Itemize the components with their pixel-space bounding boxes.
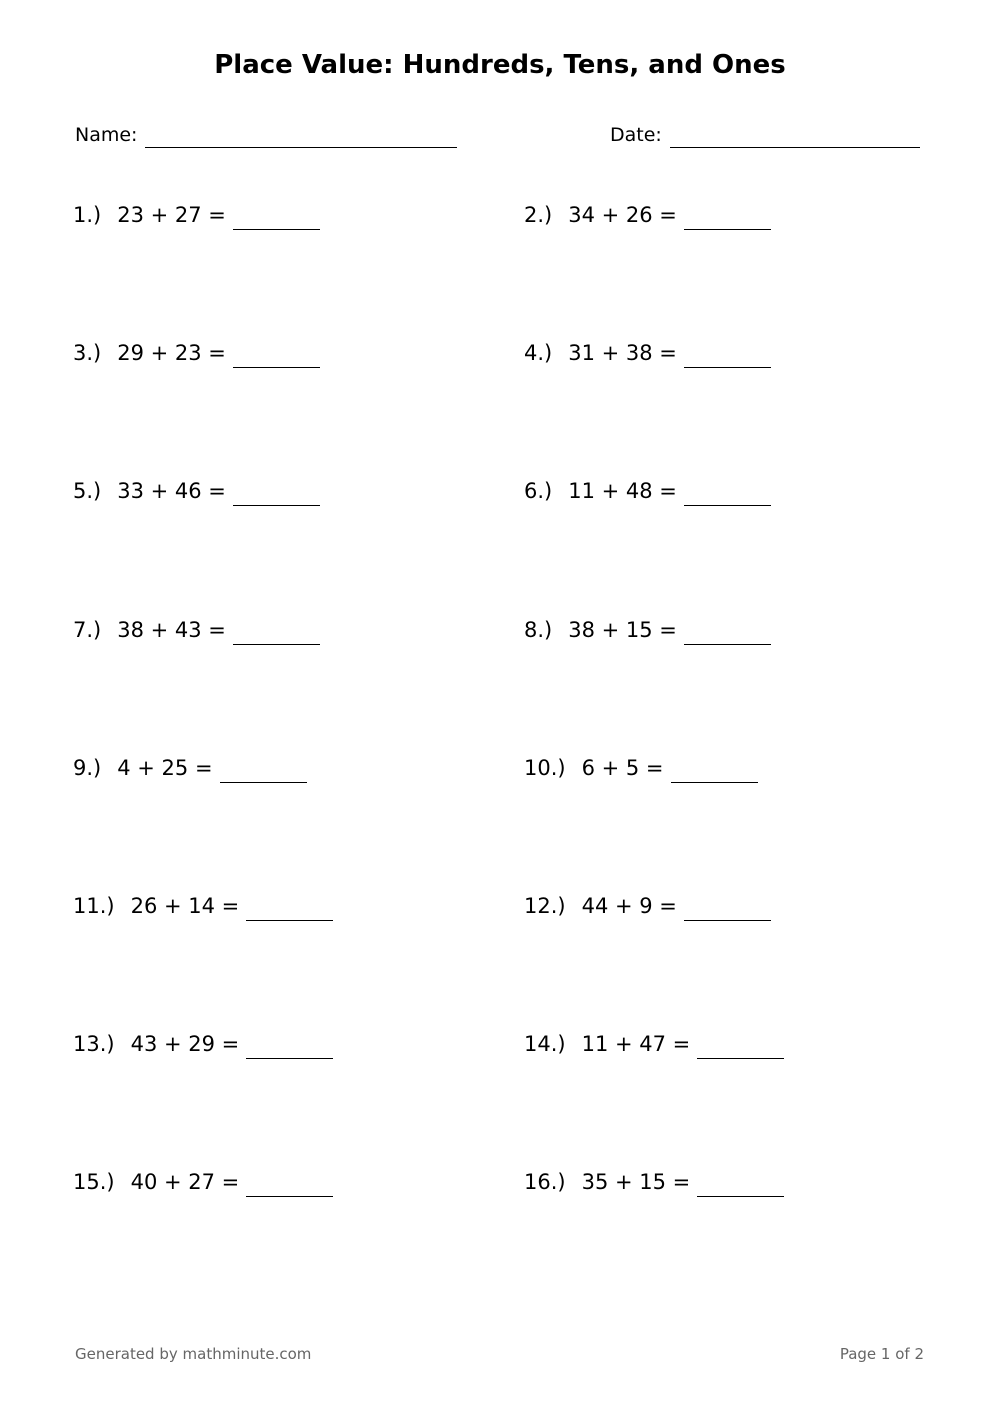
problem-number: 4.) (524, 341, 553, 366)
problem-grid (73, 200, 973, 1306)
name-label: Name: (75, 124, 138, 146)
problem-item (524, 753, 973, 783)
problem-number: 11.) (73, 893, 115, 918)
answer-blank[interactable] (684, 341, 771, 368)
date-field[interactable] (610, 122, 920, 148)
problem-number: 1.) (73, 203, 102, 227)
answer-blank[interactable] (697, 1032, 784, 1059)
problem-item (73, 891, 524, 921)
answer-blank[interactable] (233, 203, 320, 230)
problem-number: 5.) (73, 479, 102, 504)
name-field[interactable] (75, 122, 457, 148)
problem-number: 6.) (524, 479, 553, 504)
answer-blank[interactable] (684, 894, 771, 921)
answer-blank[interactable] (684, 618, 771, 645)
answer-blank[interactable] (684, 479, 771, 506)
problem-item (524, 1167, 973, 1197)
problem-expression: 4 + 25 = (117, 755, 213, 780)
problem-number: 9.) (73, 755, 102, 780)
problem-number: 8.) (524, 617, 553, 642)
answer-blank[interactable] (246, 1032, 333, 1059)
problem-number: 7.) (73, 617, 102, 642)
problem-item (73, 1029, 524, 1059)
problem-item (524, 891, 973, 921)
problem-item (73, 753, 524, 783)
problem-number: 14.) (524, 1032, 566, 1057)
worksheet-title: Place Value: Hundreds, Tens, and Ones (214, 50, 786, 80)
answer-blank[interactable] (671, 756, 758, 783)
problem-expression: 43 + 29 = (130, 1032, 240, 1057)
problem-expression: 44 + 9 = (581, 893, 677, 918)
problem-expression: 11 + 47 = (581, 1032, 691, 1057)
problem-expression: 33 + 46 = (117, 479, 226, 504)
problem-expression: 38 + 15 = (568, 617, 677, 642)
answer-blank[interactable] (246, 894, 333, 921)
date-blank-line[interactable] (670, 123, 920, 148)
answer-blank[interactable] (246, 1170, 333, 1197)
answer-blank[interactable] (697, 1170, 784, 1197)
problem-expression: 40 + 27 = (130, 1170, 240, 1195)
date-label: Date: (610, 124, 662, 146)
problem-expression: 23 + 27 = (117, 203, 226, 227)
problem-item (73, 1167, 524, 1197)
problem-item (524, 615, 973, 645)
problem-expression: 35 + 15 = (581, 1170, 691, 1195)
problem-item (73, 476, 524, 506)
footer-page-number: Page 1 of 2 (839, 1345, 924, 1363)
answer-blank[interactable] (220, 756, 307, 783)
answer-blank[interactable] (233, 341, 320, 368)
footer-generated-by: Generated by mathminute.com (75, 1345, 312, 1363)
problem-number: 16.) (524, 1170, 566, 1195)
problem-expression: 6 + 5 = (581, 755, 664, 780)
problem-expression: 31 + 38 = (568, 341, 677, 366)
problem-number: 15.) (73, 1170, 115, 1195)
problem-item (73, 200, 524, 230)
problem-item (524, 200, 973, 230)
answer-blank[interactable] (233, 618, 320, 645)
problem-expression: 26 + 14 = (130, 893, 240, 918)
problem-expression: 29 + 23 = (117, 341, 226, 366)
problem-item (524, 476, 973, 506)
problem-number: 2.) (524, 203, 553, 227)
problem-expression: 38 + 43 = (117, 617, 226, 642)
answer-blank[interactable] (233, 479, 320, 506)
problem-item (73, 615, 524, 645)
problem-number: 3.) (73, 341, 102, 366)
name-blank-line[interactable] (145, 123, 457, 148)
problem-item (73, 338, 524, 368)
problem-item (524, 338, 973, 368)
problem-number: 10.) (524, 755, 566, 780)
answer-blank[interactable] (684, 203, 771, 230)
problem-item (524, 1029, 973, 1059)
problem-expression: 11 + 48 = (568, 479, 677, 504)
problem-number: 13.) (73, 1032, 115, 1057)
problem-expression: 34 + 26 = (568, 203, 677, 227)
problem-number: 12.) (524, 893, 566, 918)
